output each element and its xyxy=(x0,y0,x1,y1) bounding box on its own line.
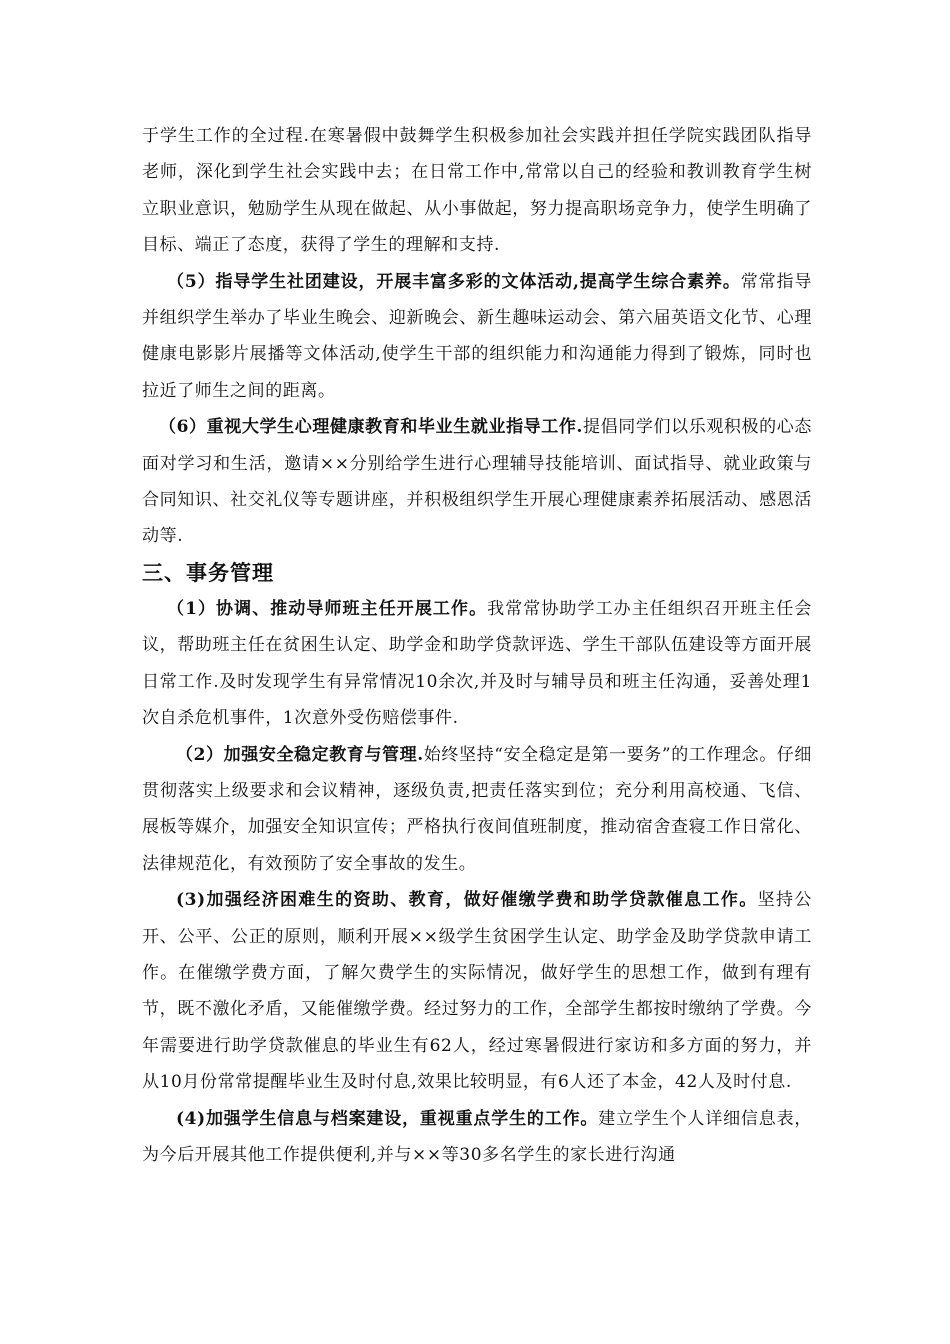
section-heading: 三、事务管理 xyxy=(142,559,274,585)
section-item-2 xyxy=(142,737,812,883)
section-item-4 xyxy=(142,1101,812,1174)
paragraph-lead: （5）指导学生社团建设，开展丰富多彩的文体活动,提高学生综合素养。 xyxy=(167,271,741,292)
paragraph-lead: (3)加强经济困难生的资助、教育，做好催缴学费和助学贷款催息工作。 xyxy=(176,890,758,911)
paragraph-lead: （2）加强安全稳定教育与管理. xyxy=(176,744,424,765)
paragraph-text: 提倡同学们以乐观积极的心态面对学习和生活，邀请××分别给学生进行心理辅导技能培训、面试指导、就业政策与合同知识、社交礼仪等专题讲座，并积极组织学生开展心理健康素养拓展活动、感恩活动等. xyxy=(142,417,812,547)
section-item-3 xyxy=(142,882,812,1100)
paragraph-text: 坚持公开、公平、公正的原则，顺利开展××级学生贫困学生认定、助学金及助学贷款申请工作。在催缴学费方面，了解欠费学生的实际情况，做好学生的思想工作，做到有理有节，既不激化矛盾，又能催缴学费。经过努力的工作，全部学生都按时缴纳了学费。今年需要进行助学贷款催息的毕业生有62人，经过寒暑假进行家访和多方面的努力，并从10月份常常提醒毕业生及时付息,效果比较明显，有6人还了本金，42人及时付息. xyxy=(142,890,812,1093)
paragraph-item-5 xyxy=(142,264,812,410)
paragraph-text: 始终坚持“安全稳定是第一要务”的工作理念。仔细贯彻落实上级要求和会议精神，逐级负责,把责任落实到位；充分利用高校通、飞信、展板等媒介，加强安全知识宣传；严格执行夜间值班制度，推动宿舍查寝工作日常化、法律规范化，有效预防了安全事故的发生。 xyxy=(142,744,813,874)
paragraph-text: 建立学生个人详细信息表，为今后开展其他工作提供便利,并与××等30多名学生的家长进行沟通 xyxy=(142,1108,812,1165)
paragraph-text: 我常常协助学工办主任组织召开班主任会议，帮助班主任在贫困生认定、助学金和助学贷款评选、学生干部队伍建设等方面开展日常工作.及时发现学生有异常情况10余次,并及时与辅导员和班主任沟通，妥善处理1次自杀危机事件，1次意外受伤赔偿事件. xyxy=(142,598,812,729)
paragraph-text: 于学生工作的全过程.在寒暑假中鼓舞学生积极参加社会实践并担任学院实践团队指导老师，深化到学生社会实践中去；在日常工作中,常常以自己的经验和教训教育学生树立职业意识，勉励学生从现在做起、从小事做起，努力提高职场竞争力，使学生明确了目标、端正了态度，获得了学生的理解和支持. xyxy=(142,126,812,256)
paragraph-item-6 xyxy=(142,409,812,555)
paragraph-text: 常常指导并组织学生举办了毕业生晚会、迎新晚会、新生趣味运动会、第六届英语文化节、心理健康电影影片展播等文体活动,使学生干部的组织能力和沟通能力得到了锻炼，同时也拉近了师生之间的距离。 xyxy=(142,271,813,401)
paragraph-lead: (4)加强学生信息与档案建设，重视重点学生的工作。 xyxy=(176,1108,599,1129)
paragraph-lead: （6）重视大学生心理健康教育和毕业生就业指导工作. xyxy=(159,417,584,438)
paragraph-lead: （1）协调、推动导师班主任开展工作。 xyxy=(167,598,488,619)
section-item-1 xyxy=(142,591,812,737)
paragraph-continuation xyxy=(142,118,812,264)
